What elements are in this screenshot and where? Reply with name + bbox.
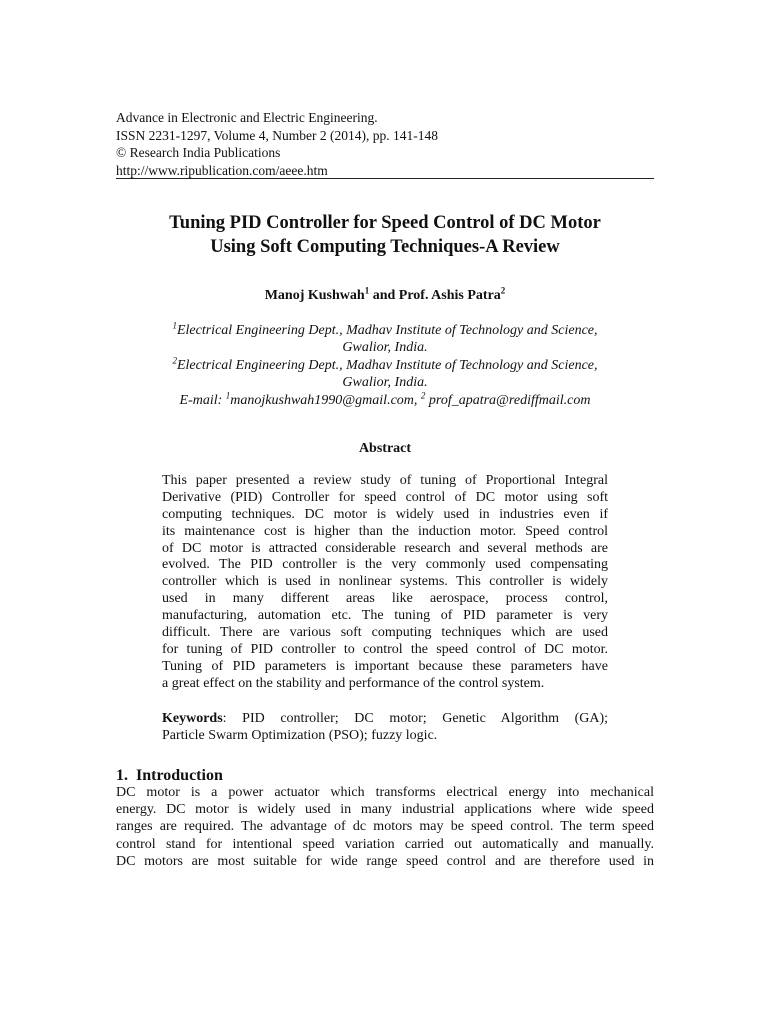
- introduction-line: energy. DC motor is widely used in many industrial applications where wide speed: [116, 802, 654, 818]
- introduction-line: ranges are required. The advantage of dc motors may be speed control. The term speed: [116, 819, 654, 835]
- abstract-line: of DC motor is attracted considerable research and several methods are: [162, 540, 608, 556]
- paper-title: [116, 211, 654, 259]
- abstract-line: Derivative (PID) Controller for speed control of DC motor using soft: [162, 489, 608, 505]
- email-address-1[interactable]: manojkushwah1990@gmail.com,: [230, 392, 421, 408]
- affiliation-1-superscript: 1: [172, 320, 177, 331]
- introduction-line: control stand for intentional speed variation carried out automatically and manually.: [116, 836, 654, 852]
- keywords-label: Keywords: [162, 711, 223, 726]
- abstract-line: controller which is used in nonlinear systems. This controller is widely: [162, 574, 608, 590]
- journal-publisher: © Research India Publications: [116, 145, 281, 160]
- abstract-heading: Abstract: [358, 441, 412, 456]
- header-divider: [116, 178, 654, 179]
- journal-issn: ISSN 2231-1297, Volume 4, Number 2 (2014), pp. 141-148: [116, 127, 438, 143]
- author-conjunction: and: [369, 288, 399, 303]
- section-heading-introduction: 1. Introduction: [116, 767, 223, 784]
- affiliation-2-line-2: Gwalior, India.: [342, 375, 428, 391]
- keywords-line-2: Particle Swarm Optimization (PSO); fuzzy logic.: [162, 727, 438, 743]
- introduction-line: DC motors are most suitable for wide range speed control and are therefore used in: [116, 853, 654, 869]
- abstract-body: [162, 473, 608, 693]
- email-line: [116, 389, 654, 409]
- keywords-text-1: : PID controller; DC motor; Genetic Algorithm (GA);: [222, 711, 608, 726]
- journal-url[interactable]: http://www.ripublication.com/aeee.htm: [116, 162, 328, 178]
- abstract-line: evolved. The PID controller is the very commonly used compensating: [162, 557, 608, 573]
- author-name-2: Prof. Ashis Patra: [398, 288, 501, 303]
- paper-title-line-2: Using Soft Computing Techniques-A Review: [210, 237, 560, 257]
- affiliation-1-text: Electrical Engineering Dept., Madhav Institute of Technology and Science,: [176, 323, 598, 338]
- author-list: [116, 287, 654, 305]
- email-label: E-mail:: [179, 392, 226, 408]
- affiliation-2-line-1: [116, 357, 654, 374]
- keywords-block: [162, 710, 608, 744]
- keywords-line-1: [162, 710, 608, 727]
- email-1-superscript: 1: [225, 389, 231, 400]
- paper-title-line-1: Tuning PID Controller for Speed Control of DC Motor: [169, 213, 601, 233]
- introduction-body: [116, 784, 654, 870]
- abstract-line: difficult. There are various soft computing techniques which are used: [162, 625, 608, 641]
- author-name-1: Manoj Kushwah: [264, 288, 365, 303]
- abstract-line: a great effect on the stability and performance of the control system.: [162, 675, 545, 691]
- affiliation-2-superscript: 2: [172, 355, 177, 366]
- author-superscript-2: 2: [500, 285, 506, 296]
- abstract-line: for tuning of PID controller to control the speed control of DC motor.: [162, 641, 608, 657]
- email-2-superscript: 2: [420, 389, 426, 400]
- affiliations: [116, 322, 654, 409]
- abstract-line: This paper presented a review study of tuning of Proportional Integral: [162, 473, 608, 488]
- abstract-line: its maintenance cost is higher than the induction motor. Speed control: [162, 523, 608, 539]
- abstract-line: Tuning of PID parameters is important because these parameters have: [162, 658, 608, 674]
- journal-name: Advance in Electronic and Electric Engineering.: [116, 110, 378, 125]
- affiliation-1-line-1: [116, 322, 654, 339]
- journal-header: [116, 109, 654, 179]
- affiliation-1-line-2: Gwalior, India.: [342, 340, 428, 356]
- abstract-line: computing techniques. DC motor is widely used in industries even if: [162, 506, 608, 522]
- affiliation-2-text: Electrical Engineering Dept., Madhav Institute of Technology and Science,: [176, 357, 598, 373]
- email-address-2[interactable]: prof_apatra@rediffmail.com: [425, 392, 591, 408]
- abstract-line: used in many different areas like aerospace, process control,: [162, 591, 608, 607]
- abstract-line: manufacturing, automation etc. The tuning of PID parameter is very: [162, 608, 608, 624]
- introduction-line: DC motor is a power actuator which transforms electrical energy into mechanical: [116, 785, 654, 800]
- author-superscript-1: 1: [364, 285, 370, 296]
